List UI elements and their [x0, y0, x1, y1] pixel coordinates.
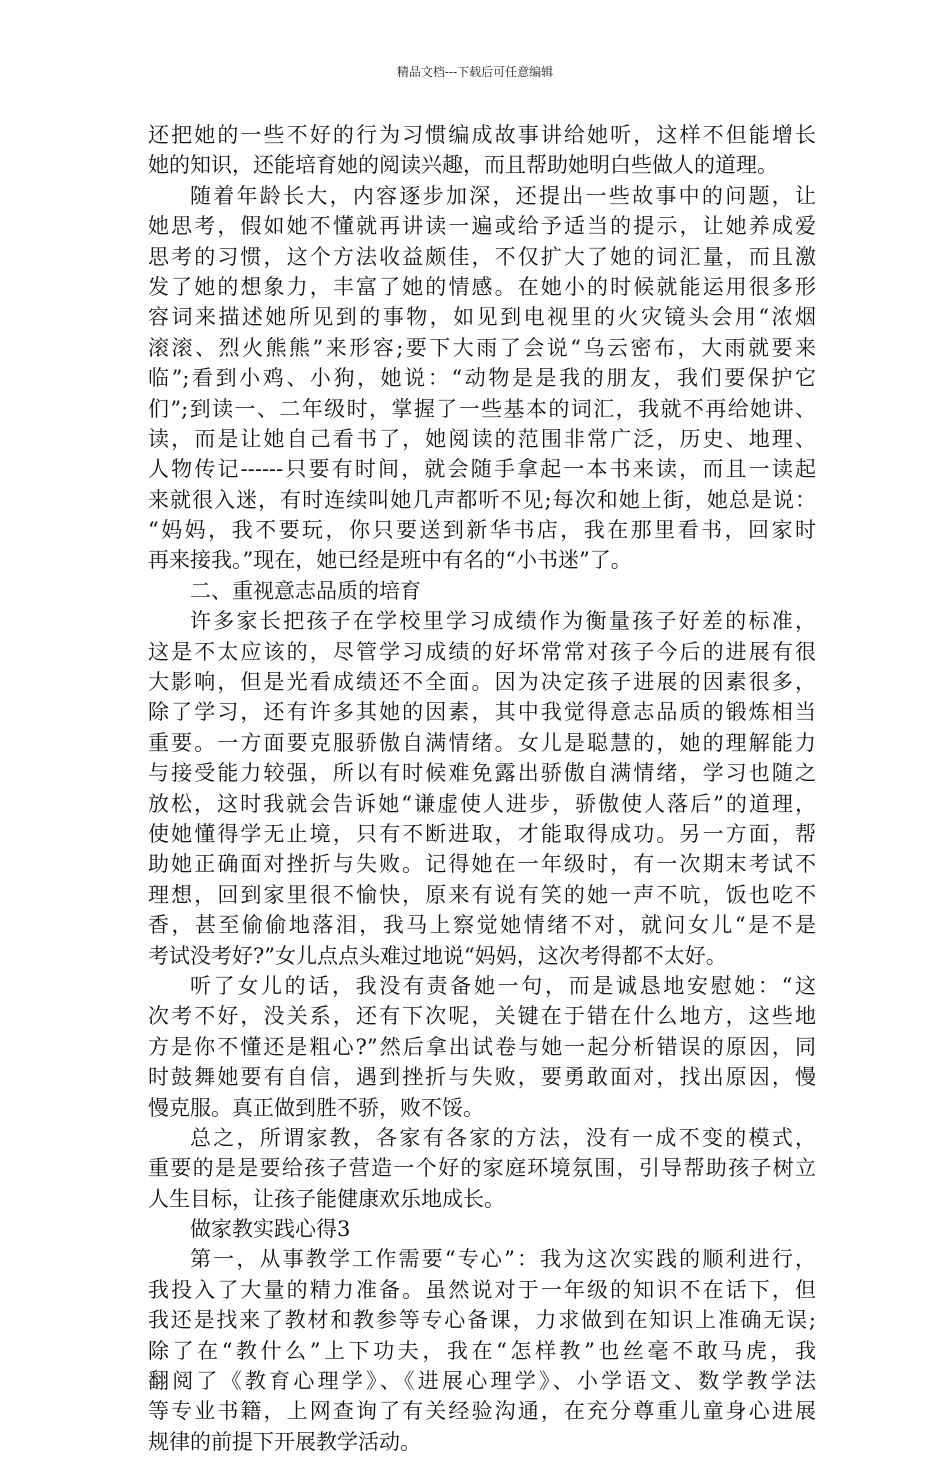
- text-line: 人生目标，让孩子能健康欢乐地成长。: [148, 1186, 505, 1211]
- text-line: 慢克服。真正做到胜不骄，败不馁。: [148, 1095, 484, 1120]
- text-line: 方是你不懂还是粗心?”然后拿出试卷与她一起分析错误的原因，同: [148, 1034, 816, 1059]
- text-line: 考试没考好?”女儿点点头难过地说“妈妈，这次考得都不太好。: [148, 943, 727, 968]
- text-line: 再来接我。”现在，她已经是班中有名的“小书迷”了。: [148, 548, 632, 573]
- text-line: 与接受能力较强，所以有时候难免露出骄傲自满情绪，学习也随之: [148, 761, 816, 786]
- text-line: 除了在“教什么”上下功夫，我在“怎样教”也丝毫不敢马虎，我: [148, 1338, 816, 1363]
- text-line: 人物传记------只要有时间，就会随手拿起一本书来读，而且一读起: [148, 457, 816, 482]
- text-line: 放松，这时我就会告诉她“谦虚使人进步，骄傲使人落后”的道理，: [148, 791, 816, 816]
- text-line: 还把她的一些不好的行为习惯编成故事讲给她听，这样不但能增长: [148, 123, 816, 147]
- text-line: 使她懂得学无止境，只有不断进取，才能取得成功。另一方面，帮: [148, 821, 816, 846]
- text-line: 随着年龄长大，内容逐步加深，还提出一些故事中的问题，让: [190, 183, 816, 208]
- text-line: 听了女儿的话，我没有责备她一句，而是诚恳地安慰她：“这: [190, 973, 816, 998]
- text-line: 思考的习惯，这个方法收益颇佳，不仅扩大了她的词汇量，而且激: [148, 244, 816, 269]
- text-line: 助她正确面对挫折与失败。记得她在一年级时，有一次期末考试不: [148, 852, 816, 877]
- text-line: 读，而是让她自己看书了，她阅读的范围非常广泛，历史、地理、: [148, 426, 816, 451]
- text-line: 次考不好，没关系，还有下次呢，关键在于错在什么地方，这些地: [148, 1004, 816, 1029]
- text-line: 滚滚、烈火熊熊”来形容;要下大雨了会说“乌云密布，大雨就要来: [148, 335, 816, 360]
- text-line: 我还是找来了教材和教参等专心备课，力求做到在知识上准确无误;: [148, 1308, 816, 1333]
- text-line: 许多家长把孩子在学校里学习成绩作为衡量孩子好差的标准，: [190, 609, 816, 634]
- text-line: “妈妈，我不要玩，你只要送到新华书店，我在那里看书，回家时: [148, 518, 816, 543]
- text-line: 做家教实践心得3: [190, 1217, 351, 1242]
- text-line: 重要的是是要给孩子营造一个好的家庭环境氛围，引导帮助孩子树立: [148, 1156, 816, 1181]
- text-line: 她思考，假如她不懂就再讲读一遍或给予适当的提示，让她养成爱: [148, 214, 816, 239]
- text-line: 临”;看到小鸡、小狗，她说：“动物是是我的朋友，我们要保护它: [148, 366, 816, 391]
- text-line: 她的知识，还能培育她的阅读兴趣，而且帮助她明白些做人的道理。: [148, 153, 778, 178]
- text-line: 大影响，但是光看成绩还不全面。因为决定孩子进展的因素很多，: [148, 670, 816, 695]
- text-line: 们”;到读一、二年级时，掌握了一些基本的词汇，我就不再给她讲、: [148, 396, 816, 421]
- text-line: 发了她的想象力，丰富了她的情感。在她小的时候就能运用很多形: [148, 274, 816, 299]
- document-body: [148, 120, 816, 1457]
- text-line: 总之，所谓家教，各家有各家的方法，没有一成不变的模式，: [190, 1125, 816, 1150]
- text-line: 来就很入迷，有时连续叫她几声都听不见;每次和她上街，她总是说：: [148, 487, 816, 512]
- text-line: 第一，从事教学工作需要“专心”：我为这次实践的顺利进行，: [190, 1247, 816, 1272]
- text-line: 除了学习，还有许多其她的因素，其中我觉得意志品质的锻炼相当: [148, 700, 816, 725]
- text-line: 这是不太应该的，尽管学习成绩的好坏常常对孩子今后的进展有很: [148, 639, 816, 664]
- text-line: 理想，回到家里很不愉快，原来有说有笑的她一声不吭，饭也吃不: [148, 882, 816, 907]
- text-line: 翻阅了《教育心理学》、《进展心理学》、小学语文、数学教学法: [148, 1369, 816, 1394]
- text-line: 容词来描述她所见到的事物，如见到电视里的火灾镜头会用“浓烟: [148, 305, 816, 330]
- text-line: 时鼓舞她要有自信，遇到挫折与失败，要勇敢面对，找出原因，慢: [148, 1065, 816, 1090]
- page-header: 精品文档---下载后可任意编辑: [396, 65, 554, 79]
- text-line: 二、重视意志品质的培育: [190, 578, 421, 603]
- text-line: 重要。一方面要克服骄傲自满情绪。女儿是聪慧的，她的理解能力: [148, 730, 816, 755]
- text-line: 等专业书籍，上网查询了有关经验沟通，在充分尊重儿童身心进展: [148, 1399, 816, 1424]
- text-line: 香，甚至偷偷地落泪，我马上察觉她情绪不对，就问女儿“是不是: [148, 913, 816, 938]
- text-line: 我投入了大量的精力准备。虽然说对于一年级的知识不在话下，但: [148, 1277, 816, 1302]
- text-line: 规律的前提下开展教学活动。: [148, 1429, 421, 1454]
